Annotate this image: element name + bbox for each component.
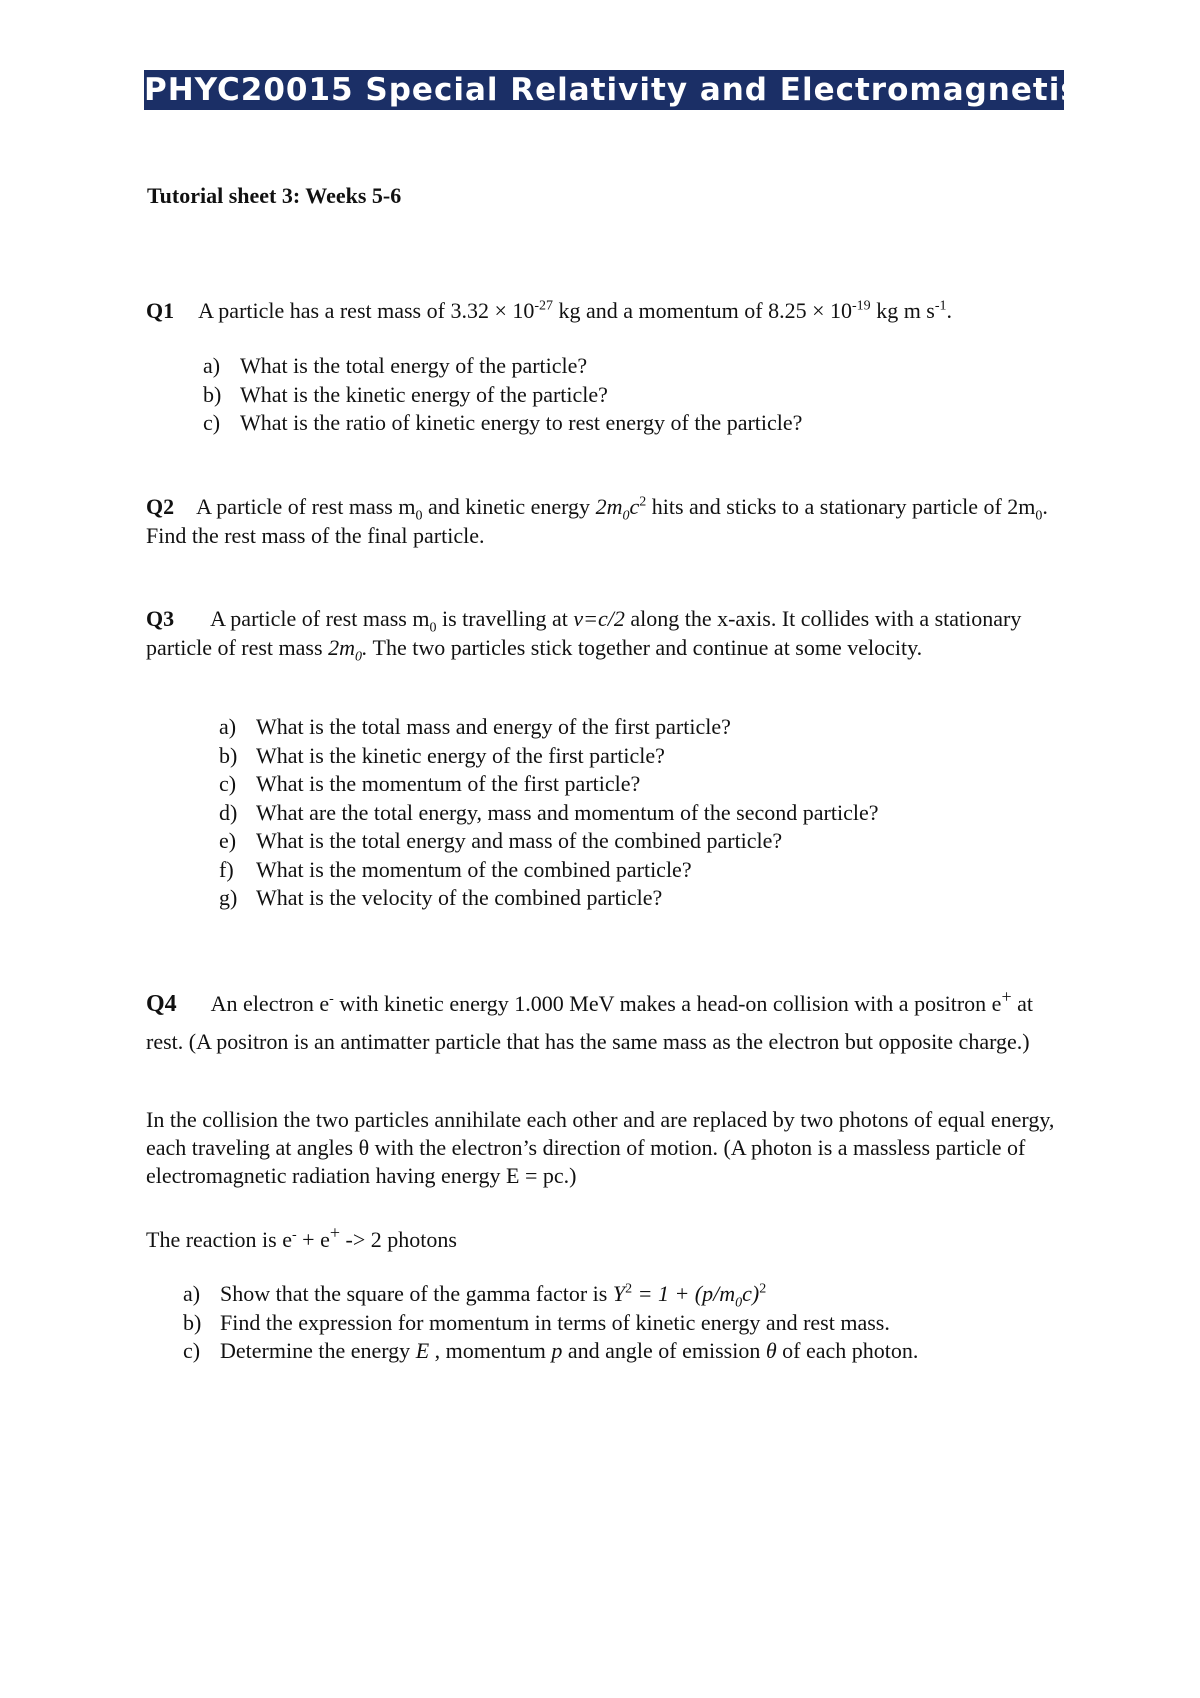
question-text: An electron e bbox=[210, 991, 330, 1016]
item-marker: d) bbox=[219, 799, 238, 825]
question-label: Q1 bbox=[146, 298, 175, 323]
question-text: is travelling at bbox=[436, 606, 574, 631]
exponent: - bbox=[292, 1227, 297, 1243]
subscript: 0 bbox=[354, 649, 362, 665]
item-text: What are the total energy, mass and momentum of the second particle? bbox=[256, 799, 879, 825]
list-item bbox=[219, 770, 879, 799]
item-text: of each photon. bbox=[776, 1338, 919, 1363]
item-marker: c) bbox=[219, 771, 237, 796]
item-text: What is the kinetic energy of the first particle? bbox=[256, 742, 665, 768]
question-text: with kinetic energy 1.000 MeV makes a head-on collision with a positron e bbox=[333, 991, 1002, 1016]
formula: = 1 + (p/m bbox=[632, 1281, 736, 1306]
list-item bbox=[183, 1309, 918, 1338]
item-marker: a) bbox=[203, 353, 221, 378]
exponent: 2 bbox=[625, 1281, 633, 1297]
item-text: and angle of emission bbox=[562, 1338, 766, 1363]
item-text: What is the velocity of the combined particle? bbox=[256, 885, 663, 910]
item-text: What is the momentum of the first particle? bbox=[256, 771, 641, 796]
subscript: 0 bbox=[622, 508, 630, 524]
item-marker: c) bbox=[203, 410, 221, 435]
item-text: What is the total mass and energy of the first particle? bbox=[256, 714, 731, 739]
list-item bbox=[219, 713, 879, 742]
item-text: What is the ratio of kinetic energy to rest energy of the particle? bbox=[240, 410, 803, 435]
subscript: 0 bbox=[735, 1295, 743, 1311]
exponent: + bbox=[329, 1222, 340, 1243]
item-marker: f) bbox=[219, 856, 234, 882]
question-label: Q2 bbox=[146, 494, 175, 519]
question-text: at rest. (A positron is an antimatter particle that has the same mass as the electron but opposite charge.) bbox=[146, 991, 1033, 1054]
q4-parts bbox=[183, 1280, 918, 1366]
exponent: -1 bbox=[934, 298, 947, 314]
reaction-text: + e bbox=[296, 1227, 330, 1252]
list-item bbox=[219, 799, 879, 828]
formula: . bbox=[361, 635, 368, 660]
list-item bbox=[183, 1337, 918, 1366]
question-text: . Find the rest mass of the final particle. bbox=[146, 494, 1048, 548]
question-text: A particle has a rest mass of 3.32 × 10 bbox=[198, 298, 535, 323]
question-4 bbox=[146, 985, 1066, 1061]
formula: c) bbox=[742, 1281, 760, 1306]
item-text: What is the total energy and mass of the combined particle? bbox=[256, 828, 783, 853]
question-text: A particle of rest mass m bbox=[196, 494, 416, 519]
list-item bbox=[183, 1280, 918, 1309]
list-item bbox=[203, 409, 802, 438]
question-label: Q3 bbox=[146, 606, 175, 631]
formula: E bbox=[415, 1338, 430, 1363]
formula: Υ bbox=[612, 1281, 626, 1306]
q1-parts bbox=[203, 352, 802, 438]
course-title: PHYC20015 Special Relativity and Electromagnetism bbox=[144, 72, 1114, 108]
question-text: along the x-axis. It collides with a stationary particle of rest mass bbox=[146, 606, 1022, 660]
item-marker: b) bbox=[219, 742, 238, 768]
item-marker: b) bbox=[183, 1309, 202, 1335]
q3-parts bbox=[219, 713, 879, 913]
question-text: hits and sticks to a stationary particle of 2m bbox=[646, 494, 1036, 519]
exponent: 2 bbox=[759, 1281, 767, 1297]
item-marker: g) bbox=[219, 885, 238, 910]
question-text: kg m s bbox=[870, 298, 935, 323]
exponent: -27 bbox=[534, 298, 554, 314]
question-text: kg and a momentum of 8.25 × 10 bbox=[553, 298, 853, 323]
item-text: What is the kinetic energy of the particle? bbox=[240, 381, 608, 407]
item-text: Find the expression for momentum in terms of kinetic energy and rest mass. bbox=[220, 1309, 890, 1335]
item-text: Show that the square of the gamma factor is bbox=[220, 1281, 613, 1306]
item-text: What is the total energy of the particle? bbox=[240, 353, 588, 378]
item-text: , momentum bbox=[429, 1338, 552, 1363]
exponent: - bbox=[329, 991, 334, 1007]
formula: c bbox=[629, 494, 640, 519]
question-text: and kinetic energy bbox=[422, 494, 596, 519]
question-3 bbox=[146, 604, 1066, 665]
exponent: -19 bbox=[852, 298, 871, 314]
reaction-text: The reaction is e bbox=[146, 1227, 292, 1252]
exponent: 2 bbox=[639, 494, 647, 510]
formula: 2m bbox=[328, 635, 355, 660]
formula: 2m bbox=[595, 494, 623, 519]
subscript: 0 bbox=[429, 620, 437, 636]
formula: θ bbox=[765, 1338, 777, 1363]
reaction-text: -> 2 photons bbox=[340, 1227, 457, 1252]
list-item bbox=[219, 884, 879, 913]
title-banner bbox=[144, 70, 1114, 110]
question-label: Q4 bbox=[146, 991, 177, 1017]
reaction-line bbox=[146, 1222, 1066, 1254]
tutorial-subtitle: Tutorial sheet 3: Weeks 5-6 bbox=[147, 183, 402, 208]
item-marker: a) bbox=[183, 1281, 201, 1306]
list-item bbox=[219, 742, 879, 771]
item-marker: b) bbox=[203, 381, 222, 407]
question-2 bbox=[146, 492, 1066, 550]
question-text: A particle of rest mass m bbox=[210, 606, 430, 631]
question-text: . bbox=[946, 298, 953, 323]
item-text: Determine the energy bbox=[220, 1338, 416, 1363]
list-item bbox=[203, 352, 802, 381]
question-1 bbox=[146, 296, 1066, 325]
item-text: What is the momentum of the combined particle? bbox=[256, 856, 692, 882]
item-marker: a) bbox=[219, 714, 237, 739]
subscript: 0 bbox=[415, 508, 423, 524]
item-marker: e) bbox=[219, 828, 237, 853]
list-item bbox=[219, 827, 879, 856]
list-item bbox=[203, 381, 802, 410]
item-marker: c) bbox=[183, 1338, 201, 1363]
exponent: + bbox=[1001, 986, 1012, 1007]
q4-paragraph: In the collision the two particles annihilate each other and are replaced by two photons of equal energy, each traveling at angles θ with the electron’s direction of motion. (A photon is a massless particle of electromagnetic radiation having energy E = pc.) bbox=[146, 1107, 1055, 1188]
formula: p bbox=[551, 1338, 563, 1363]
subscript: 0 bbox=[1035, 508, 1043, 524]
formula: v=c/2 bbox=[573, 606, 625, 631]
question-text: The two particles stick together and continue at some velocity. bbox=[367, 635, 923, 660]
list-item bbox=[219, 856, 879, 885]
